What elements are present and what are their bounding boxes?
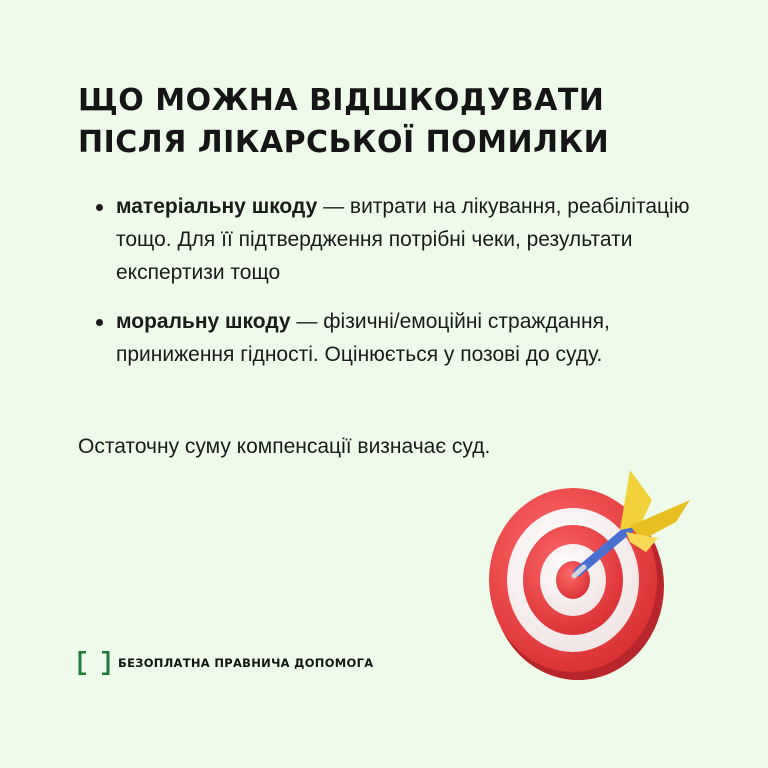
summary-text: Остаточну суму компенсації визначає суд. (78, 435, 491, 458)
item-term: матеріальну шкоду (116, 195, 318, 218)
list-item (96, 305, 706, 371)
bracket-logo-icon (78, 651, 112, 675)
item-text: — фізичні/емоційні страждання, приниження гідності. Оцінюється у позові до суду. (116, 310, 610, 366)
dart-target-icon (470, 460, 700, 690)
bullet-dot-icon (96, 319, 103, 326)
damage-list (96, 190, 706, 371)
bullet-dot-icon (96, 204, 103, 211)
list-item (96, 190, 706, 289)
brand-name: БЕЗОПЛАТНА ПРАВНИЧА ДОПОМОГА (118, 656, 374, 670)
page-title: ЩО МОЖНА ВІДШКОДУВАТИ ПІСЛЯ ЛІКАРСЬКОЇ ПОМИЛКИ (78, 83, 610, 160)
item-term: моральну шкоду (116, 310, 291, 333)
item-text: — витрати на лікування, реабілітацію тощо. Для її підтвердження потрібні чеки, результати експертизи тощо (116, 195, 690, 284)
brand-logo (78, 651, 373, 675)
